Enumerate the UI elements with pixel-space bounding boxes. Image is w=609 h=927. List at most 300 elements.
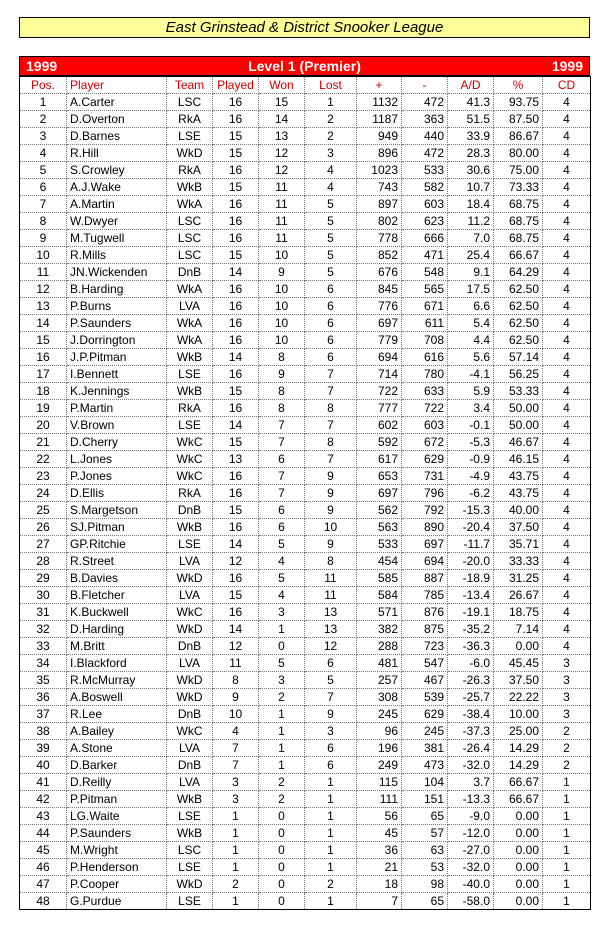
cell-percent: 46.67 xyxy=(494,434,543,451)
cell-cd: 4 xyxy=(543,553,591,570)
cell-played: 16 xyxy=(213,519,259,536)
cell-pos: 5 xyxy=(20,162,67,179)
cell-cd: 4 xyxy=(543,502,591,519)
cell-pos: 46 xyxy=(20,859,67,876)
banner-year-right: 1999 xyxy=(551,58,583,74)
cell-for: 45 xyxy=(357,825,402,842)
cell-played: 16 xyxy=(213,298,259,315)
cell-cd: 4 xyxy=(543,162,591,179)
cell-player: P.Henderson xyxy=(67,859,167,876)
table-row xyxy=(20,536,591,553)
cell-percent: 62.50 xyxy=(494,281,543,298)
cell-ad: 5.6 xyxy=(448,349,494,366)
cell-ad: -4.9 xyxy=(448,468,494,485)
table-row xyxy=(20,689,591,706)
cell-team: WkD xyxy=(167,570,213,587)
cell-won: 10 xyxy=(259,315,305,332)
cell-played: 16 xyxy=(213,332,259,349)
cell-won: 10 xyxy=(259,281,305,298)
cell-percent: 10.00 xyxy=(494,706,543,723)
col-header-player: Player xyxy=(67,77,167,94)
cell-for: 481 xyxy=(357,655,402,672)
cell-pos: 31 xyxy=(20,604,67,621)
cell-lost: 7 xyxy=(305,451,357,468)
cell-player: P.Burns xyxy=(67,298,167,315)
cell-team: WkA xyxy=(167,281,213,298)
cell-pos: 36 xyxy=(20,689,67,706)
cell-player: P.Jones xyxy=(67,468,167,485)
cell-won: 9 xyxy=(259,366,305,383)
cell-player: P.Pitman xyxy=(67,791,167,808)
cell-against: 533 xyxy=(402,162,448,179)
cell-against: 611 xyxy=(402,315,448,332)
cell-lost: 6 xyxy=(305,281,357,298)
cell-pos: 37 xyxy=(20,706,67,723)
cell-ad: 9.1 xyxy=(448,264,494,281)
cell-percent: 57.14 xyxy=(494,349,543,366)
cell-for: 777 xyxy=(357,400,402,417)
cell-won: 8 xyxy=(259,349,305,366)
cell-for: 897 xyxy=(357,196,402,213)
cell-lost: 1 xyxy=(305,842,357,859)
cell-won: 14 xyxy=(259,111,305,128)
cell-pos: 34 xyxy=(20,655,67,672)
cell-cd: 2 xyxy=(543,757,591,774)
table-row xyxy=(20,876,591,893)
cell-for: 36 xyxy=(357,842,402,859)
cell-won: 7 xyxy=(259,485,305,502)
cell-against: 629 xyxy=(402,706,448,723)
cell-against: 666 xyxy=(402,230,448,247)
cell-team: LVA xyxy=(167,298,213,315)
cell-played: 15 xyxy=(213,179,259,196)
cell-lost: 5 xyxy=(305,672,357,689)
cell-pos: 47 xyxy=(20,876,67,893)
cell-team: LVA xyxy=(167,740,213,757)
cell-ad: -27.0 xyxy=(448,842,494,859)
cell-played: 14 xyxy=(213,264,259,281)
table-row xyxy=(20,468,591,485)
cell-won: 0 xyxy=(259,808,305,825)
cell-player: LG.Waite xyxy=(67,808,167,825)
cell-for: 617 xyxy=(357,451,402,468)
table-row xyxy=(20,213,591,230)
cell-won: 5 xyxy=(259,570,305,587)
cell-ad: -26.3 xyxy=(448,672,494,689)
cell-for: 18 xyxy=(357,876,402,893)
cell-cd: 3 xyxy=(543,672,591,689)
cell-lost: 1 xyxy=(305,94,357,111)
cell-percent: 93.75 xyxy=(494,94,543,111)
cell-player: K.Jennings xyxy=(67,383,167,400)
cell-percent: 25.00 xyxy=(494,723,543,740)
cell-against: 785 xyxy=(402,587,448,604)
cell-against: 603 xyxy=(402,196,448,213)
cell-pos: 24 xyxy=(20,485,67,502)
cell-pos: 11 xyxy=(20,264,67,281)
cell-against: 472 xyxy=(402,94,448,111)
cell-played: 8 xyxy=(213,672,259,689)
cell-pos: 7 xyxy=(20,196,67,213)
table-row xyxy=(20,349,591,366)
cell-cd: 4 xyxy=(543,315,591,332)
table-row xyxy=(20,417,591,434)
cell-cd: 4 xyxy=(543,366,591,383)
cell-lost: 11 xyxy=(305,587,357,604)
cell-won: 15 xyxy=(259,94,305,111)
cell-pos: 33 xyxy=(20,638,67,655)
cell-lost: 7 xyxy=(305,417,357,434)
cell-team: WkD xyxy=(167,621,213,638)
cell-pos: 18 xyxy=(20,383,67,400)
cell-ad: 11.2 xyxy=(448,213,494,230)
cell-played: 16 xyxy=(213,281,259,298)
cell-ad: -58.0 xyxy=(448,893,494,910)
cell-played: 1 xyxy=(213,859,259,876)
cell-player: G.Purdue xyxy=(67,893,167,910)
cell-won: 8 xyxy=(259,383,305,400)
cell-lost: 2 xyxy=(305,876,357,893)
table-row xyxy=(20,893,591,910)
table-row xyxy=(20,111,591,128)
cell-percent: 56.25 xyxy=(494,366,543,383)
cell-cd: 4 xyxy=(543,417,591,434)
cell-percent: 14.29 xyxy=(494,757,543,774)
cell-lost: 12 xyxy=(305,638,357,655)
level-banner xyxy=(19,56,590,76)
cell-against: 472 xyxy=(402,145,448,162)
table-row xyxy=(20,451,591,468)
cell-against: 57 xyxy=(402,825,448,842)
cell-played: 16 xyxy=(213,400,259,417)
cell-team: LSC xyxy=(167,213,213,230)
cell-ad: -36.3 xyxy=(448,638,494,655)
cell-ad: -0.1 xyxy=(448,417,494,434)
cell-lost: 11 xyxy=(305,570,357,587)
cell-team: WkC xyxy=(167,451,213,468)
cell-against: 565 xyxy=(402,281,448,298)
cell-won: 6 xyxy=(259,519,305,536)
cell-team: DnB xyxy=(167,264,213,281)
cell-for: 1023 xyxy=(357,162,402,179)
cell-player: P.Martin xyxy=(67,400,167,417)
cell-for: 845 xyxy=(357,281,402,298)
cell-played: 14 xyxy=(213,417,259,434)
cell-won: 1 xyxy=(259,723,305,740)
cell-cd: 4 xyxy=(543,468,591,485)
cell-team: LVA xyxy=(167,553,213,570)
cell-player: R.Hill xyxy=(67,145,167,162)
cell-player: R.Street xyxy=(67,553,167,570)
cell-for: 533 xyxy=(357,536,402,553)
table-row xyxy=(20,145,591,162)
cell-percent: 68.75 xyxy=(494,196,543,213)
table-row xyxy=(20,400,591,417)
cell-played: 4 xyxy=(213,723,259,740)
cell-cd: 4 xyxy=(543,94,591,111)
col-header-lost: Lost xyxy=(305,77,357,94)
cell-pos: 16 xyxy=(20,349,67,366)
cell-won: 7 xyxy=(259,417,305,434)
cell-for: 592 xyxy=(357,434,402,451)
cell-cd: 4 xyxy=(543,111,591,128)
cell-team: WkA xyxy=(167,315,213,332)
cell-ad: -6.2 xyxy=(448,485,494,502)
cell-player: D.Overton xyxy=(67,111,167,128)
cell-team: WkB xyxy=(167,825,213,842)
cell-player: K.Buckwell xyxy=(67,604,167,621)
table-row xyxy=(20,638,591,655)
cell-against: 582 xyxy=(402,179,448,196)
cell-against: 616 xyxy=(402,349,448,366)
cell-against: 245 xyxy=(402,723,448,740)
cell-played: 1 xyxy=(213,893,259,910)
cell-ad: -20.0 xyxy=(448,553,494,570)
cell-team: RkA xyxy=(167,400,213,417)
cell-player: M.Britt xyxy=(67,638,167,655)
cell-for: 949 xyxy=(357,128,402,145)
cell-cd: 1 xyxy=(543,808,591,825)
table-row xyxy=(20,94,591,111)
cell-player: D.Harding xyxy=(67,621,167,638)
cell-lost: 5 xyxy=(305,230,357,247)
cell-played: 15 xyxy=(213,502,259,519)
cell-team: WkC xyxy=(167,723,213,740)
cell-pos: 15 xyxy=(20,332,67,349)
cell-cd: 4 xyxy=(543,621,591,638)
cell-cd: 4 xyxy=(543,536,591,553)
cell-player: D.Barnes xyxy=(67,128,167,145)
table-row xyxy=(20,298,591,315)
cell-player: R.McMurray xyxy=(67,672,167,689)
table-row xyxy=(20,604,591,621)
cell-against: 887 xyxy=(402,570,448,587)
cell-played: 3 xyxy=(213,791,259,808)
cell-cd: 1 xyxy=(543,825,591,842)
cell-won: 0 xyxy=(259,842,305,859)
cell-played: 3 xyxy=(213,774,259,791)
cell-cd: 4 xyxy=(543,349,591,366)
cell-for: 776 xyxy=(357,298,402,315)
cell-against: 65 xyxy=(402,893,448,910)
cell-against: 875 xyxy=(402,621,448,638)
cell-percent: 0.00 xyxy=(494,859,543,876)
cell-player: W.Dwyer xyxy=(67,213,167,230)
cell-lost: 6 xyxy=(305,332,357,349)
cell-for: 308 xyxy=(357,689,402,706)
cell-won: 12 xyxy=(259,162,305,179)
cell-for: 1187 xyxy=(357,111,402,128)
cell-team: WkB xyxy=(167,791,213,808)
cell-percent: 50.00 xyxy=(494,400,543,417)
cell-played: 12 xyxy=(213,553,259,570)
table-row xyxy=(20,774,591,791)
cell-lost: 2 xyxy=(305,128,357,145)
cell-cd: 4 xyxy=(543,179,591,196)
table-row xyxy=(20,366,591,383)
cell-pos: 35 xyxy=(20,672,67,689)
cell-player: B.Fletcher xyxy=(67,587,167,604)
cell-pos: 40 xyxy=(20,757,67,774)
cell-player: P.Saunders xyxy=(67,825,167,842)
cell-for: 21 xyxy=(357,859,402,876)
table-row xyxy=(20,162,591,179)
cell-player: A.Bailey xyxy=(67,723,167,740)
cell-percent: 64.29 xyxy=(494,264,543,281)
cell-player: J.P.Pitman xyxy=(67,349,167,366)
cell-played: 16 xyxy=(213,468,259,485)
cell-player: A.Stone xyxy=(67,740,167,757)
cell-player: SJ.Pitman xyxy=(67,519,167,536)
cell-cd: 4 xyxy=(543,570,591,587)
cell-against: 65 xyxy=(402,808,448,825)
cell-lost: 9 xyxy=(305,468,357,485)
table-row xyxy=(20,179,591,196)
table-row xyxy=(20,587,591,604)
cell-played: 15 xyxy=(213,247,259,264)
cell-won: 3 xyxy=(259,604,305,621)
cell-ad: 6.6 xyxy=(448,298,494,315)
cell-percent: 37.50 xyxy=(494,519,543,536)
cell-played: 14 xyxy=(213,621,259,638)
cell-percent: 68.75 xyxy=(494,213,543,230)
cell-for: 56 xyxy=(357,808,402,825)
cell-against: 363 xyxy=(402,111,448,128)
cell-cd: 4 xyxy=(543,604,591,621)
cell-for: 802 xyxy=(357,213,402,230)
cell-cd: 4 xyxy=(543,400,591,417)
cell-player: JN.Wickenden xyxy=(67,264,167,281)
cell-won: 1 xyxy=(259,706,305,723)
cell-team: WkB xyxy=(167,519,213,536)
standings-table xyxy=(19,76,591,910)
cell-lost: 7 xyxy=(305,689,357,706)
cell-against: 547 xyxy=(402,655,448,672)
cell-percent: 66.67 xyxy=(494,791,543,808)
cell-played: 7 xyxy=(213,757,259,774)
cell-against: 440 xyxy=(402,128,448,145)
cell-ad: -9.0 xyxy=(448,808,494,825)
cell-pos: 30 xyxy=(20,587,67,604)
table-row xyxy=(20,621,591,638)
cell-played: 15 xyxy=(213,434,259,451)
cell-against: 467 xyxy=(402,672,448,689)
cell-won: 5 xyxy=(259,536,305,553)
cell-against: 151 xyxy=(402,791,448,808)
cell-team: WkD xyxy=(167,689,213,706)
cell-cd: 4 xyxy=(543,145,591,162)
cell-ad: 3.7 xyxy=(448,774,494,791)
cell-percent: 31.25 xyxy=(494,570,543,587)
cell-player: M.Tugwell xyxy=(67,230,167,247)
cell-against: 890 xyxy=(402,519,448,536)
cell-team: DnB xyxy=(167,502,213,519)
col-header-team: Team xyxy=(167,77,213,94)
cell-for: 111 xyxy=(357,791,402,808)
cell-cd: 3 xyxy=(543,655,591,672)
table-row xyxy=(20,570,591,587)
cell-pos: 21 xyxy=(20,434,67,451)
cell-against: 731 xyxy=(402,468,448,485)
table-row xyxy=(20,757,591,774)
cell-ad: -20.4 xyxy=(448,519,494,536)
cell-percent: 14.29 xyxy=(494,740,543,757)
cell-won: 0 xyxy=(259,859,305,876)
cell-percent: 53.33 xyxy=(494,383,543,400)
cell-against: 471 xyxy=(402,247,448,264)
cell-percent: 62.50 xyxy=(494,332,543,349)
cell-won: 7 xyxy=(259,468,305,485)
cell-percent: 73.33 xyxy=(494,179,543,196)
cell-for: 245 xyxy=(357,706,402,723)
cell-percent: 18.75 xyxy=(494,604,543,621)
cell-lost: 3 xyxy=(305,145,357,162)
col-header-pos: Pos. xyxy=(20,77,67,94)
table-row xyxy=(20,230,591,247)
cell-team: LSC xyxy=(167,842,213,859)
cell-for: 571 xyxy=(357,604,402,621)
cell-for: 743 xyxy=(357,179,402,196)
cell-for: 779 xyxy=(357,332,402,349)
cell-lost: 5 xyxy=(305,196,357,213)
cell-pos: 32 xyxy=(20,621,67,638)
cell-pos: 19 xyxy=(20,400,67,417)
cell-team: WkB xyxy=(167,383,213,400)
cell-for: 257 xyxy=(357,672,402,689)
cell-lost: 13 xyxy=(305,604,357,621)
table-row xyxy=(20,825,591,842)
cell-player: P.Cooper xyxy=(67,876,167,893)
cell-lost: 7 xyxy=(305,383,357,400)
cell-won: 10 xyxy=(259,247,305,264)
cell-pos: 2 xyxy=(20,111,67,128)
cell-cd: 1 xyxy=(543,893,591,910)
col-header-played: Played xyxy=(213,77,259,94)
cell-pos: 23 xyxy=(20,468,67,485)
cell-lost: 3 xyxy=(305,723,357,740)
cell-against: 694 xyxy=(402,553,448,570)
cell-lost: 6 xyxy=(305,655,357,672)
cell-percent: 0.00 xyxy=(494,808,543,825)
cell-won: 11 xyxy=(259,213,305,230)
cell-played: 16 xyxy=(213,570,259,587)
cell-for: 697 xyxy=(357,315,402,332)
cell-team: LSE xyxy=(167,417,213,434)
cell-pos: 39 xyxy=(20,740,67,757)
cell-won: 1 xyxy=(259,740,305,757)
cell-against: 98 xyxy=(402,876,448,893)
cell-for: 288 xyxy=(357,638,402,655)
cell-team: LSE xyxy=(167,859,213,876)
cell-team: RkA xyxy=(167,111,213,128)
cell-ad: -15.3 xyxy=(448,502,494,519)
cell-for: 653 xyxy=(357,468,402,485)
cell-team: DnB xyxy=(167,638,213,655)
cell-played: 7 xyxy=(213,740,259,757)
cell-team: LSE xyxy=(167,366,213,383)
cell-ad: -5.3 xyxy=(448,434,494,451)
cell-against: 708 xyxy=(402,332,448,349)
cell-cd: 1 xyxy=(543,842,591,859)
cell-lost: 5 xyxy=(305,213,357,230)
cell-for: 714 xyxy=(357,366,402,383)
col-header-percent: % xyxy=(494,77,543,94)
cell-percent: 40.00 xyxy=(494,502,543,519)
cell-team: WkA xyxy=(167,196,213,213)
cell-played: 1 xyxy=(213,808,259,825)
table-row xyxy=(20,791,591,808)
cell-cd: 3 xyxy=(543,689,591,706)
